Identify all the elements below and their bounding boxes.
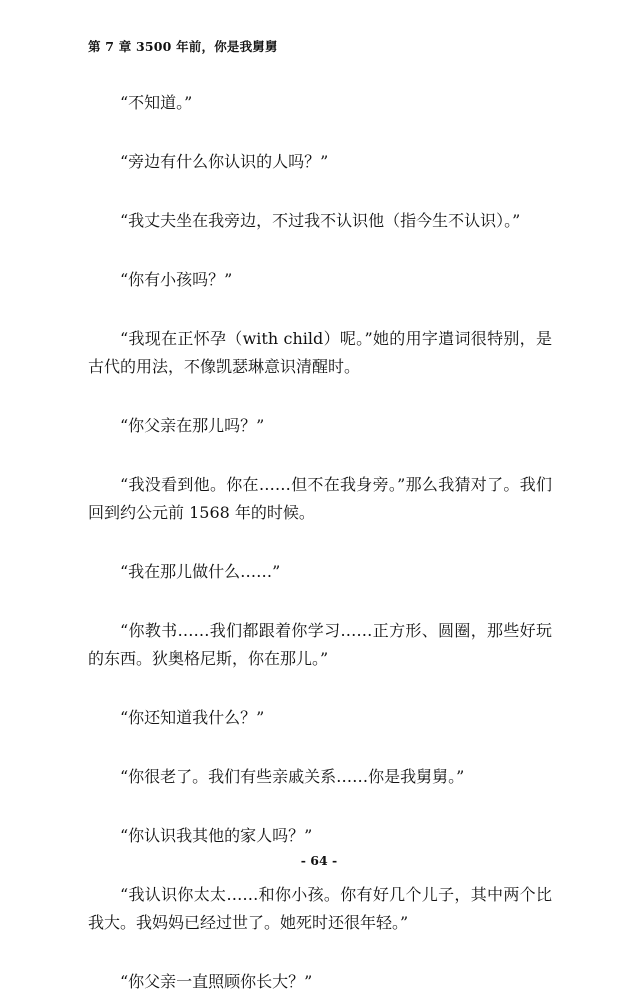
page-number: - 64 - — [300, 853, 338, 868]
paragraph: “你认识我其他的家人吗？” — [120, 826, 313, 845]
paragraph: “你还知道我什么？” — [120, 708, 265, 727]
paragraph: “你父亲一直照顾你长大？” — [120, 972, 313, 991]
paragraph: “你有小孩吗？” — [120, 270, 233, 289]
paragraph: “你很老了。我们有些亲戚关系……你是我舅舅。” — [120, 767, 465, 786]
paragraph: “我认识你太太……和你小孩。你有好几个儿子，其中两个比我大。我妈妈已经过世了。她死时还很年轻。” — [88, 885, 552, 932]
paragraph: “我在那儿做什么……” — [120, 562, 281, 581]
paragraph: “不知道。” — [120, 93, 193, 112]
paragraph: “你父亲在那儿吗？” — [120, 416, 265, 435]
paragraph: “旁边有什么你认识的人吗？” — [120, 152, 329, 171]
paragraph: “你教书……我们都跟着你学习……正方形、圆圈，那些好玩的东西。狄奥格尼斯，你在那儿。” — [88, 621, 552, 668]
paragraph: “我丈夫坐在我旁边，不过我不认识他（指今生不认识）。” — [120, 211, 521, 230]
chapter-header: 第 7 章 3500 年前，你是我舅舅 — [88, 39, 278, 54]
paragraph: “我没看到他。你在……但不在我身旁。”那么我猜对了。我们回到约公元前 1568 年的时候。 — [88, 475, 552, 522]
paragraph: “我现在正怀孕（with child）呢。”她的用字遣词很特别，是古代的用法，不像凯瑟琳意识清醒时。 — [88, 329, 552, 376]
